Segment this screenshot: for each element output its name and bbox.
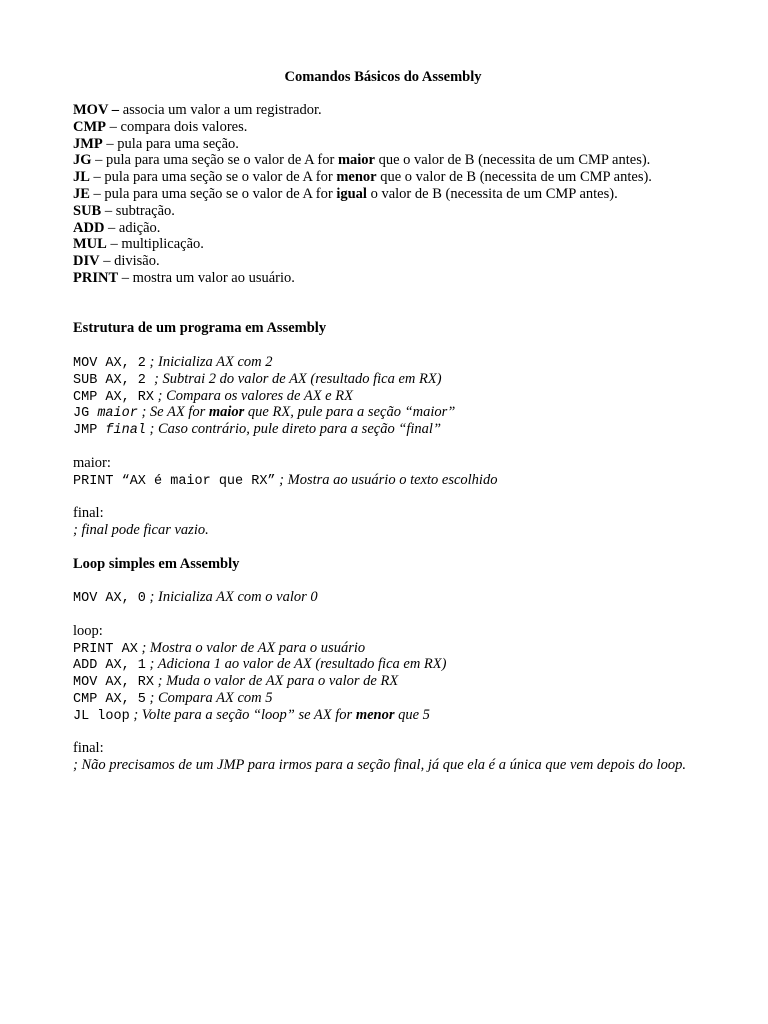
command-name: JL (73, 169, 90, 186)
loop-code-block (73, 640, 703, 724)
command-name: DIV (73, 253, 100, 270)
command-desc: o valor de B (necessita de um CMP antes). (366, 185, 618, 202)
command-desc: – divisão. (99, 253, 160, 270)
code-text: JG (73, 406, 98, 422)
command-name: JE (73, 185, 90, 202)
command-div (73, 253, 703, 270)
code-comment: ; Inicializa AX com o valor 0 (145, 589, 318, 606)
command-desc: associa um valor a um registrador. (119, 102, 322, 118)
code-text: MOV AX, 0 (73, 591, 146, 607)
code-line (73, 690, 703, 707)
command-desc: – mostra um valor ao usuário. (118, 269, 295, 286)
code-comment-emphasis: menor (355, 706, 395, 723)
label-loop: loop: (73, 622, 103, 639)
code-text: PRINT AX (73, 641, 138, 657)
code-line (73, 640, 703, 657)
code-comment: ; Volte para a seção “loop” se AX for (129, 706, 356, 723)
code-line (73, 472, 703, 489)
command-desc: – compara dois valores. (106, 118, 248, 135)
command-name: ADD (73, 219, 105, 236)
command-name: MUL (73, 236, 107, 253)
command-desc: – pula para uma seção. (102, 135, 239, 152)
command-je (73, 186, 703, 203)
code-line (73, 371, 703, 388)
code-text: MOV AX, 2 (73, 355, 146, 371)
code-comment: ; Se AX for (137, 404, 209, 421)
structure-code-block (73, 354, 703, 438)
command-mul (73, 236, 703, 253)
code-text: SUB AX, 2 (73, 372, 155, 388)
command-desc: – pula para uma seção se o valor de A for (89, 169, 337, 186)
command-desc: – pula para uma seção se o valor de A for (91, 152, 338, 169)
command-desc: que o valor de B (necessita de um CMP antes). (375, 152, 651, 169)
code-line (73, 421, 703, 438)
code-line (73, 354, 703, 371)
command-name: PRINT (73, 269, 119, 286)
code-label-ref: final (105, 423, 146, 439)
command-desc: – pula para uma seção se o valor de A for (89, 185, 337, 202)
command-emphasis: maior (337, 152, 375, 169)
command-name: JG (73, 152, 92, 169)
code-comment-emphasis: maior (208, 404, 245, 421)
final-comment-loop: ; Não precisamos de um JMP para irmos para a seção final, já que ela é a única que vem depois do loop. (73, 757, 686, 774)
command-print (73, 270, 703, 287)
code-text: JL loop (73, 708, 130, 724)
code-text: CMP AX, 5 (73, 691, 146, 707)
code-label-ref: maior (97, 406, 138, 422)
command-desc: – subtração. (101, 202, 175, 219)
command-emphasis: igual (336, 185, 367, 202)
code-comment: ; Inicializa AX com 2 (145, 353, 273, 370)
code-comment: ; Muda o valor de AX para o valor de RX (154, 673, 399, 690)
section-heading-structure: Estrutura de um programa em Assembly (73, 320, 327, 337)
code-comment: ; Adiciona 1 ao valor de AX (resultado fica em RX) (145, 656, 447, 673)
document-title: Comandos Básicos do Assembly (284, 69, 482, 85)
command-emphasis: menor (336, 169, 377, 186)
command-jl (73, 169, 703, 186)
code-text: MOV AX, RX (73, 675, 155, 691)
code-line (73, 656, 703, 673)
code-text: PRINT “AX é maior que RX” (73, 473, 276, 489)
command-jmp (73, 136, 703, 153)
code-comment: ; Mostra ao usuário o texto escolhido (275, 471, 498, 488)
command-sub (73, 203, 703, 220)
code-line (73, 707, 703, 724)
code-comment: ; Caso contrário, pule direto para a seção “final” (145, 421, 442, 438)
command-name: MOV – (73, 102, 120, 118)
command-name: JMP (73, 135, 103, 152)
code-text: CMP AX, RX (73, 389, 155, 405)
code-text: ADD AX, 1 (73, 658, 146, 674)
commands-list (73, 102, 703, 287)
command-desc: que o valor de B (necessita de um CMP antes). (376, 169, 652, 186)
label-final: final: (73, 505, 104, 522)
code-line (73, 589, 703, 606)
code-comment: ; Compara AX com 5 (145, 689, 273, 706)
label-final-loop: final: (73, 740, 104, 757)
command-cmp (73, 119, 703, 136)
code-comment: que 5 (394, 706, 430, 723)
code-text: JMP (73, 423, 106, 439)
code-line (73, 404, 703, 421)
code-comment: ; Subtrai 2 do valor de AX (resultado fica em RX) (154, 370, 442, 387)
label-maior: maior: (73, 454, 111, 471)
command-add (73, 220, 703, 237)
command-name: CMP (73, 118, 107, 135)
final-comment: ; final pode ficar vazio. (73, 521, 209, 538)
code-comment: que RX, pule para a seção “maior” (244, 404, 456, 421)
document-page (73, 68, 703, 774)
command-mov (73, 102, 703, 119)
command-jg (73, 152, 703, 169)
command-desc: – multiplicação. (106, 236, 204, 253)
command-desc: – adição. (104, 219, 161, 236)
command-name: SUB (73, 202, 102, 219)
code-comment: ; Mostra o valor de AX para o usuário (137, 639, 366, 656)
code-comment: ; Compara os valores de AX e RX (154, 387, 353, 404)
code-line (73, 388, 703, 405)
section-heading-loop: Loop simples em Assembly (73, 555, 240, 572)
code-line (73, 673, 703, 690)
